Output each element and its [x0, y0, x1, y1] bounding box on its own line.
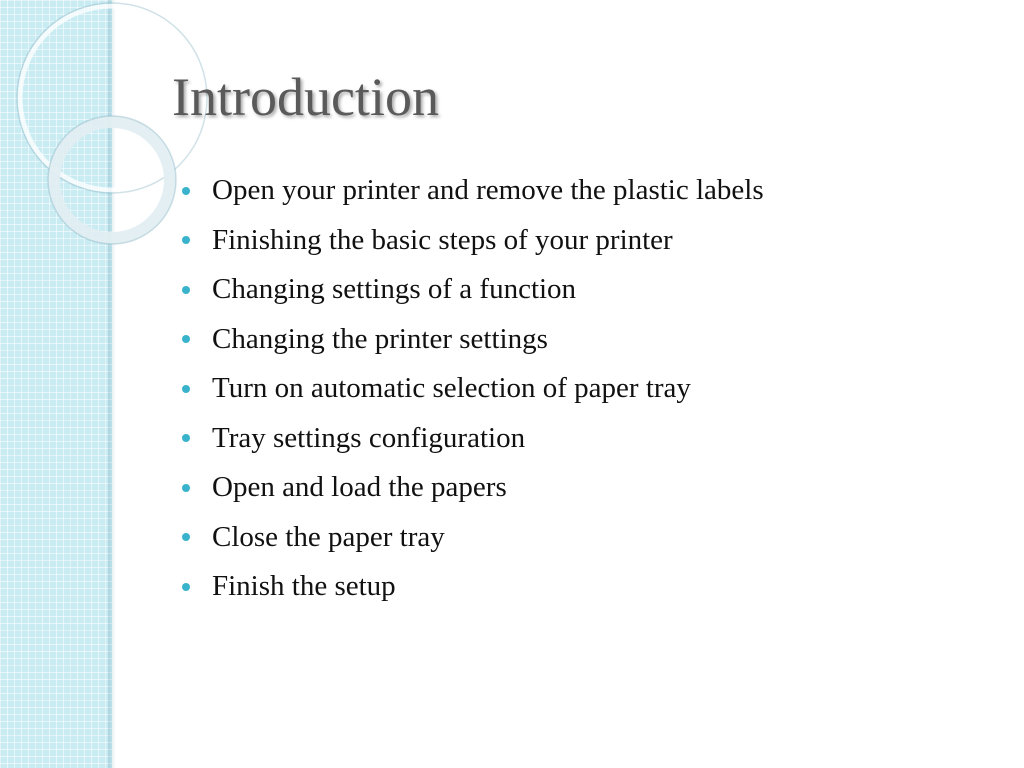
slide-title: Introduction	[172, 67, 439, 127]
bullet-icon	[182, 187, 190, 195]
bullet-item	[182, 265, 1002, 315]
bullet-text: Finishing the basic steps of your printer	[212, 223, 673, 256]
bullet-icon	[182, 385, 190, 393]
bullet-icon	[182, 484, 190, 492]
bullet-item	[182, 513, 1002, 563]
bullet-text: Tray settings configuration	[212, 421, 526, 454]
bullet-icon	[182, 335, 190, 343]
bullet-icon	[182, 236, 190, 244]
bullet-item	[182, 364, 1002, 414]
bullet-text: Changing settings of a function	[212, 273, 577, 306]
bullet-icon	[182, 533, 190, 541]
bullet-list	[182, 166, 1002, 612]
bullet-text: Open your printer and remove the plastic labels	[212, 174, 764, 207]
bullet-text: Open and load the papers	[212, 471, 507, 504]
bullet-icon	[182, 286, 190, 294]
bullet-text: Turn on automatic selection of paper tray	[212, 372, 691, 405]
bullet-item	[182, 166, 1002, 216]
bullet-icon	[182, 434, 190, 442]
decorative-rings	[0, 0, 200, 300]
bullet-item	[182, 216, 1002, 266]
bullet-item	[182, 562, 1002, 612]
bullet-text: Finish the setup	[212, 570, 396, 603]
bullet-icon	[182, 583, 190, 591]
bullet-text: Close the paper tray	[212, 520, 445, 553]
bullet-text: Changing the printer settings	[212, 322, 548, 355]
bullet-item	[182, 414, 1002, 464]
bullet-item	[182, 315, 1002, 365]
bullet-item	[182, 463, 1002, 513]
